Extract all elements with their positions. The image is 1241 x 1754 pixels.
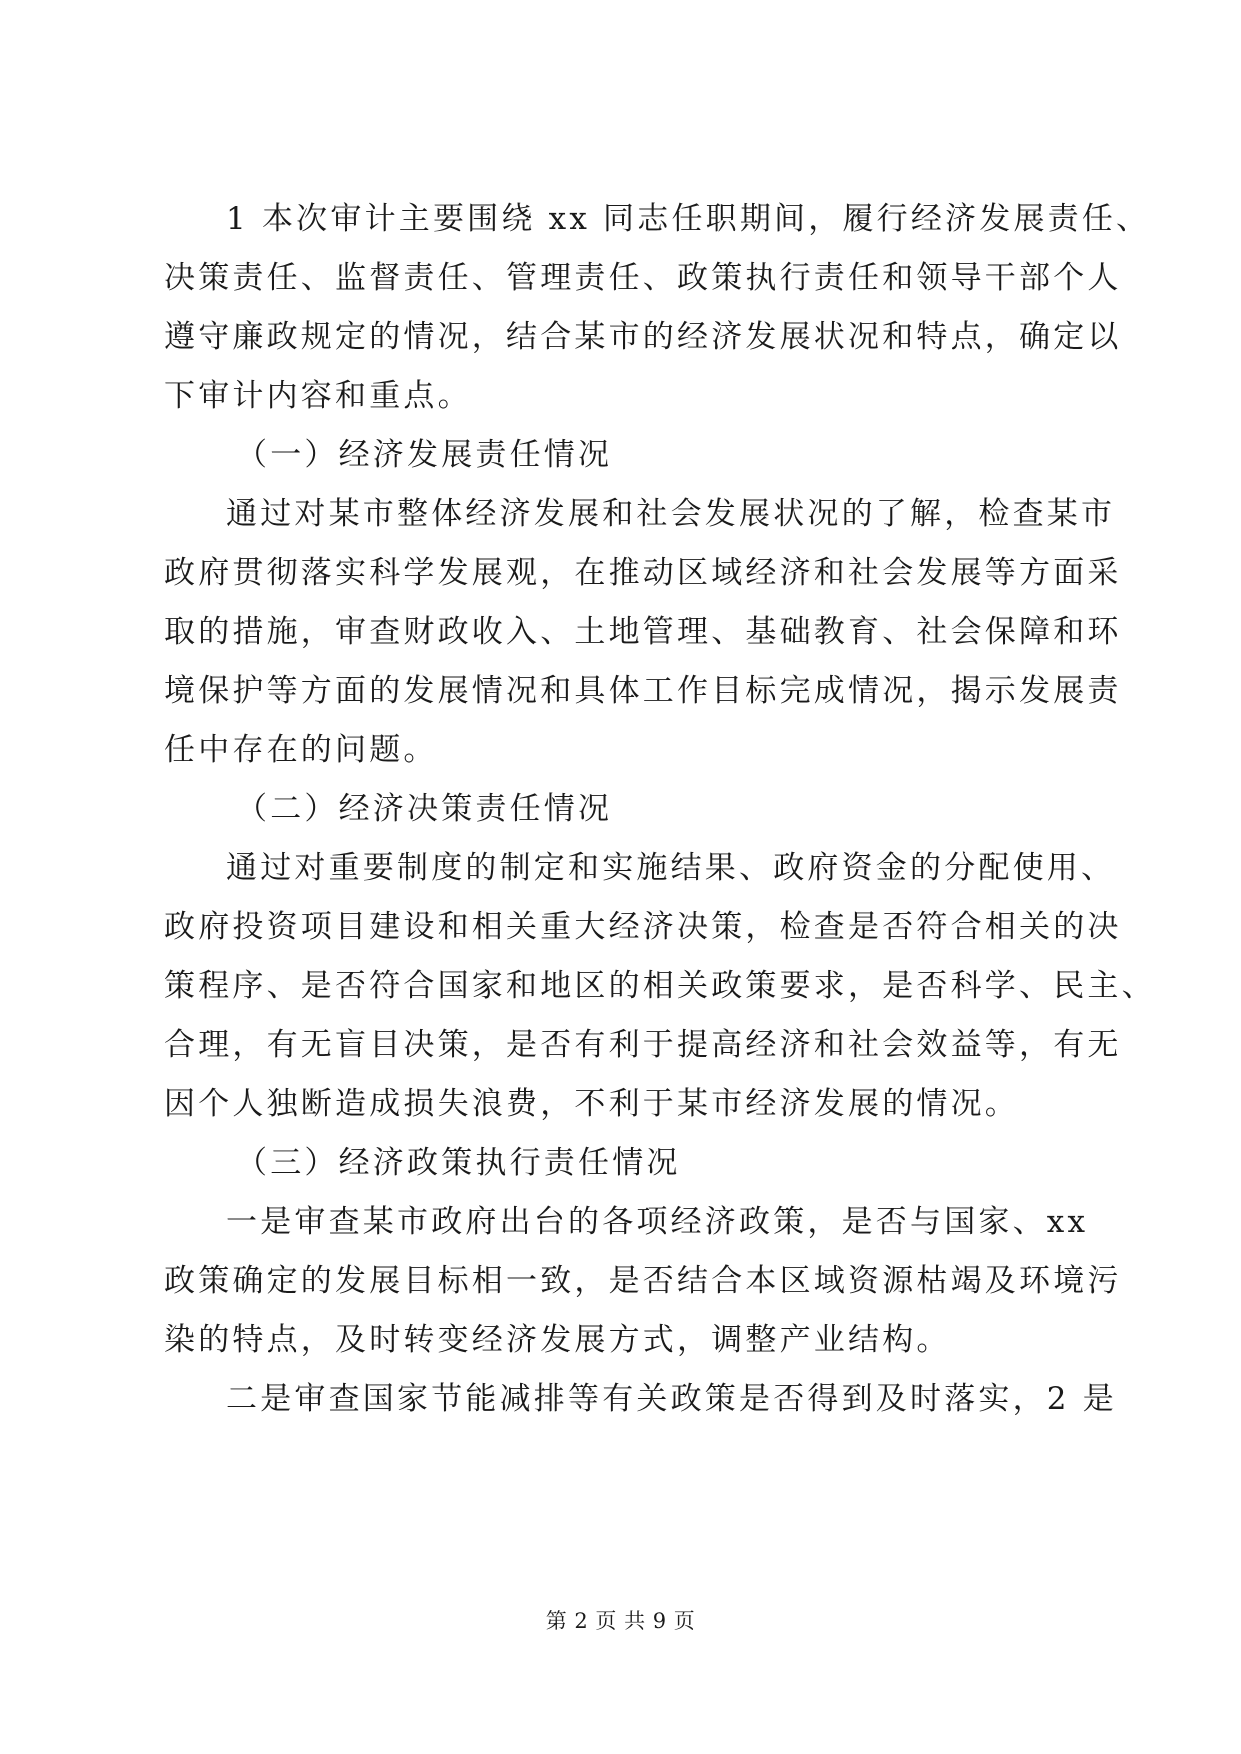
paragraph-line: 政府投资项目建设和相关重大经济决策，检查是否符合相关的决: [164, 909, 1122, 945]
paragraph-line: 政府贯彻落实科学发展观，在推动区域经济和社会发展等方面采: [164, 555, 1122, 591]
paragraph-line: 二是审查国家节能减排等有关政策是否得到及时落实，2 是: [226, 1381, 1117, 1417]
document-body: [164, 190, 1156, 1429]
section-heading: （一）经济发展责任情况: [236, 437, 613, 473]
page-number-label: 第 2 页 共 9 页: [545, 1609, 696, 1633]
section-heading: （二）经济决策责任情况: [236, 791, 613, 827]
page-footer: [0, 1608, 1241, 1634]
paragraph-line: 遵守廉政规定的情况，结合某市的经济发展状况和特点，确定以: [164, 319, 1122, 355]
paragraph-line: 因个人独断造成损失浪费，不利于某市经济发展的情况。: [164, 1086, 1019, 1122]
paragraph-line: 通过对重要制度的制定和实施结果、政府资金的分配使用、: [226, 850, 1116, 886]
paragraph-line: 境保护等方面的发展情况和具体工作目标完成情况，揭示发展责: [164, 673, 1122, 709]
paragraph-line: 取的措施，审查财政收入、土地管理、基础教育、社会保障和环: [164, 614, 1122, 650]
paragraph-line: 一是审查某市政府出台的各项经济政策，是否与国家、xx: [226, 1204, 1089, 1240]
paragraph-line: 染的特点，及时转变经济发展方式，调整产业结构。: [164, 1322, 951, 1358]
paragraph-line: 1 本次审计主要围绕 xx 同志任职期间，履行经济发展责任、: [226, 201, 1151, 237]
paragraph-line: 下审计内容和重点。: [164, 378, 472, 414]
paragraph-line: 通过对某市整体经济发展和社会发展状况的了解，检查某市: [226, 496, 1116, 532]
paragraph-line: 合理，有无盲目决策，是否有利于提高经济和社会效益等，有无: [164, 1027, 1122, 1063]
paragraph-line: 策程序、是否符合国家和地区的相关政策要求，是否科学、民主、: [164, 968, 1156, 1004]
paragraph-line: 决策责任、监督责任、管理责任、政策执行责任和领导干部个人: [164, 260, 1122, 296]
paragraph-line: 任中存在的问题。: [164, 732, 438, 768]
paragraph-line: 政策确定的发展目标相一致，是否结合本区域资源枯竭及环境污: [164, 1263, 1122, 1299]
section-heading: （三）经济政策执行责任情况: [236, 1145, 681, 1181]
